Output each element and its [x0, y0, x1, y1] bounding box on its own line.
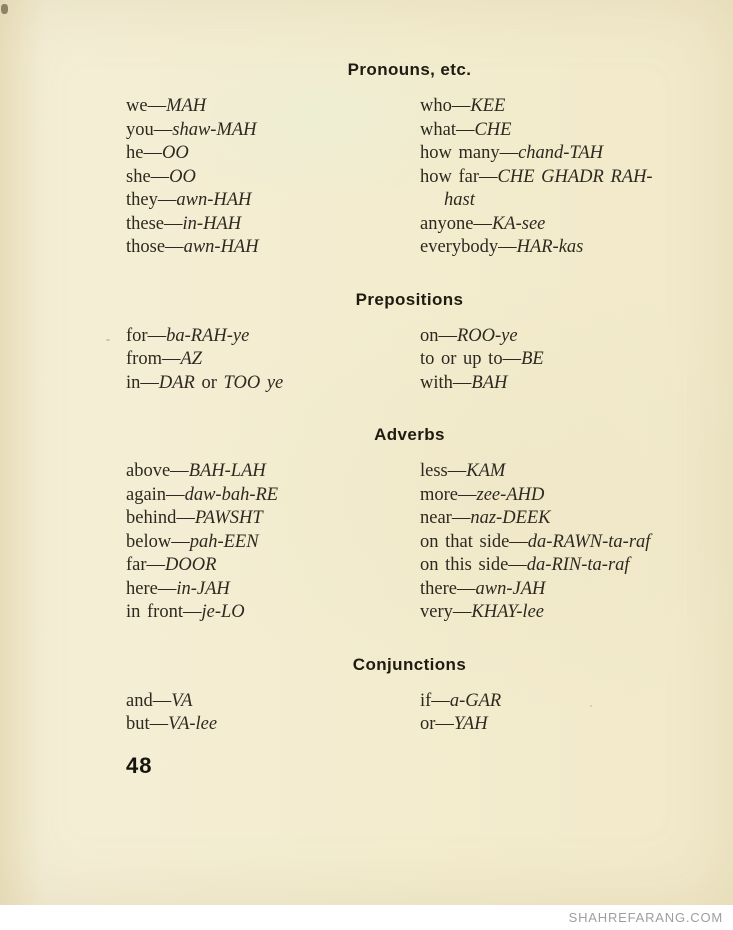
- entry-line: behind—PAWSHT: [126, 508, 263, 528]
- entry-line: to or up to—BE: [420, 349, 544, 369]
- pronouns-right-column: [420, 95, 693, 260]
- entry-line: they—awn-HAH: [126, 190, 252, 210]
- adverbs-columns: [126, 460, 693, 625]
- entry-line: on that side—da-RAWN-ta-raf: [420, 531, 651, 552]
- prepositions-right-column: [420, 325, 693, 396]
- entry-line: near—naz-DEEK: [420, 508, 551, 528]
- adverbs-right-column: [420, 460, 693, 625]
- entry-line: how many—chand-TAH: [420, 143, 604, 163]
- prepositions-left-column: [126, 325, 420, 396]
- prepositions-columns: [126, 325, 693, 396]
- entry-line: for—ba-RAH-ye: [126, 325, 250, 346]
- prepositions-heading: Prepositions: [355, 289, 464, 309]
- watermark-strip: [0, 905, 733, 930]
- scan-blemish: [106, 339, 110, 341]
- section-prepositions: [126, 290, 693, 396]
- entry-line: here—in-JAH: [126, 578, 230, 599]
- watermark-text: SHAHREFARANG.COM: [568, 910, 723, 925]
- adverbs-left-column: [126, 460, 420, 625]
- entry-line: you—shaw-MAH: [126, 119, 257, 140]
- entry-line: on—ROO-ye: [420, 325, 518, 346]
- entry-line: who—KEE: [420, 96, 506, 116]
- entry-line: anyone—KA-see: [420, 213, 546, 234]
- entry-line: in front—je-LO: [126, 602, 245, 622]
- conjunctions-columns: [126, 690, 693, 737]
- entry-line: in—DAR or TOO ye: [126, 372, 284, 393]
- entry-line: he—OO: [126, 143, 189, 163]
- entry-line: how far—CHE GHADR RAH-: [420, 166, 653, 187]
- section-adverbs: [126, 425, 693, 625]
- entry-line: everybody—HAR-kas: [420, 237, 584, 257]
- entry-line: again—daw-bah-RE: [126, 484, 279, 505]
- entry-line: we—MAH: [126, 96, 207, 116]
- scan-blemish: [1, 4, 8, 14]
- entry-line: these—in-HAH: [126, 213, 242, 234]
- entry-line: if—a-GAR: [420, 690, 502, 711]
- entry-line: on this side—da-RIN-ta-raf: [420, 555, 630, 575]
- section-pronouns: [126, 60, 693, 260]
- adverbs-heading: Adverbs: [374, 425, 445, 444]
- entry-line: less—KAM: [420, 461, 506, 481]
- entry-line: with—BAH: [420, 372, 508, 393]
- entry-line: from—AZ: [126, 349, 203, 369]
- entry-line: or—YAH: [420, 714, 488, 734]
- entry-line: but—VA-lee: [126, 714, 218, 734]
- entry-line: below—pah-EEN: [126, 531, 259, 552]
- section-conjunctions: [126, 655, 693, 737]
- pronouns-heading: Pronouns, etc.: [347, 60, 472, 79]
- entry-line: she—OO: [126, 166, 196, 187]
- entry-line: there—awn-JAH: [420, 578, 546, 599]
- entry-line: more—zee-AHD: [420, 484, 545, 505]
- pronouns-left-column: [126, 95, 420, 260]
- conjunctions-heading: Conjunctions: [352, 654, 467, 674]
- conjunctions-right-column: [420, 690, 693, 737]
- scan-blemish: [590, 705, 592, 707]
- entry-line: very—KHAY-lee: [420, 602, 544, 622]
- page-number: 48: [126, 752, 153, 778]
- entry-line: what—CHE: [420, 119, 512, 140]
- entry-line: and—VA: [126, 690, 193, 711]
- entry-line: above—BAH-LAH: [126, 461, 266, 481]
- pronouns-columns: [126, 95, 693, 260]
- entry-line: those—awn-HAH: [126, 237, 259, 257]
- conjunctions-left-column: [126, 690, 420, 737]
- entry-line: hast: [444, 190, 475, 210]
- entry-line: far—DOOR: [126, 555, 217, 575]
